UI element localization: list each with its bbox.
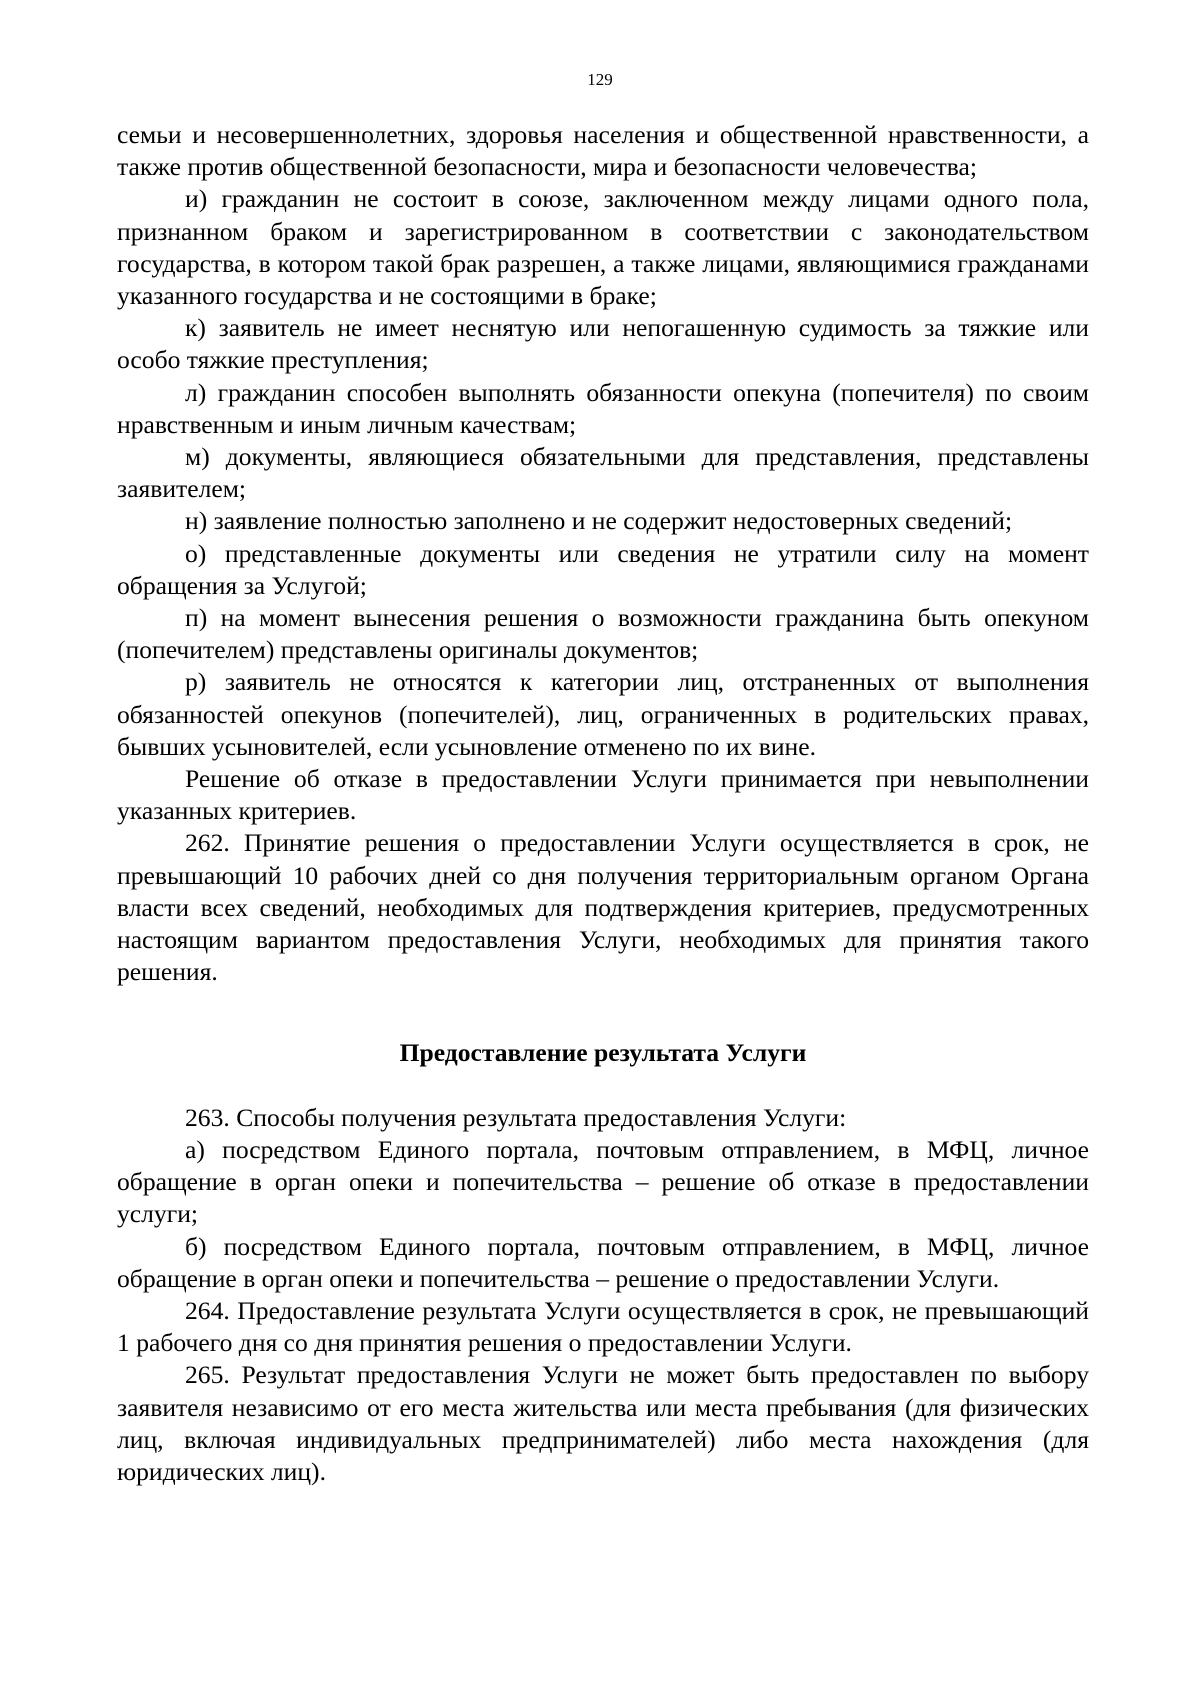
criterion-p: п) на момент вынесения решения о возможности гражданина быть опекуном (попечителем) представлены оригиналы документов;: [117, 603, 1089, 665]
criterion-r: р) заявитель не относятся к категории лиц, отстраненных от выполнения обязанностей опекунов (попечителей), лиц, ограниченных в родительских правах, бывших усыновителей, если усыновление отменено по их вине.: [117, 667, 1089, 761]
paragraph-continuation: семьи и несовершеннолетних, здоровья населения и общественной нравственности, а также против общественной безопасности, мира и безопасности человечества;: [117, 120, 1089, 182]
clause-262: 262. Принятие решения о предоставлении Услуги осуществляется в срок, не превышающий 10 рабочих дней со дня получения территориальным органом Органа власти всех сведений, необходимых для подтверждения критериев, предусмотренных настоящим вариантом предоставления Услуги, необходимых для принятия такого решения.: [117, 828, 1089, 987]
criterion-n: н) заявление полностью заполнено и не содержит недостоверных сведений;: [185, 506, 1013, 536]
section-title: Предоставление результата Услуги: [399, 1038, 807, 1068]
page-number: 129: [587, 70, 613, 89]
criterion-o: о) представленные документы или сведения не утратили силу на момент обращения за Услугой;: [117, 538, 1089, 600]
criterion-k: к) заявитель не имеет неснятую или непогашенную судимость за тяжкие или особо тяжкие преступления;: [117, 313, 1089, 375]
method-b: б) посредством Единого портала, почтовым отправлением, в МФЦ, личное обращение в орган опеки и попечительства – решение о предоставлении Услуги.: [117, 1231, 1089, 1293]
clause-263: 263. Способы получения результата предоставления Услуги:: [185, 1102, 847, 1132]
criterion-m: м) документы, являющиеся обязательными для представления, представлены заявителем;: [117, 442, 1089, 504]
method-a: а) посредством Единого портала, почтовым отправлением, в МФЦ, личное обращение в орган опеки и попечительства – решение об отказе в предоставлении услуги;: [117, 1134, 1089, 1229]
criterion-l: л) гражданин способен выполнять обязанности опекуна (попечителя) по своим нравственным и иным личным качествам;: [117, 377, 1089, 439]
document-body: [117, 119, 1089, 1488]
criterion-i: и) гражданин не состоит в союзе, заключенном между лицами одного пола, признанном браком и зарегистрированном в соответствии с законодательством государства, в котором такой брак разрешен, а также лицами, являющимися гражданами указанного государства и не состоящими в браке;: [117, 184, 1089, 311]
clause-265: 265. Результат предоставления Услуги не может быть предоставлен по выбору заявителя независимо от его места жительства или места пребывания (для физических лиц, включая индивидуальных предпринимателей) либо места нахождения (для юридических лиц).: [117, 1360, 1089, 1486]
clause-264: 264. Предоставление результата Услуги осуществляется в срок, не превышающий 1 рабочего дня со дня принятия решения о предоставлении Услуги.: [117, 1295, 1089, 1358]
refusal-decision-paragraph: Решение об отказе в предоставлении Услуги принимается при невыполнении указанных критериев.: [117, 764, 1089, 826]
